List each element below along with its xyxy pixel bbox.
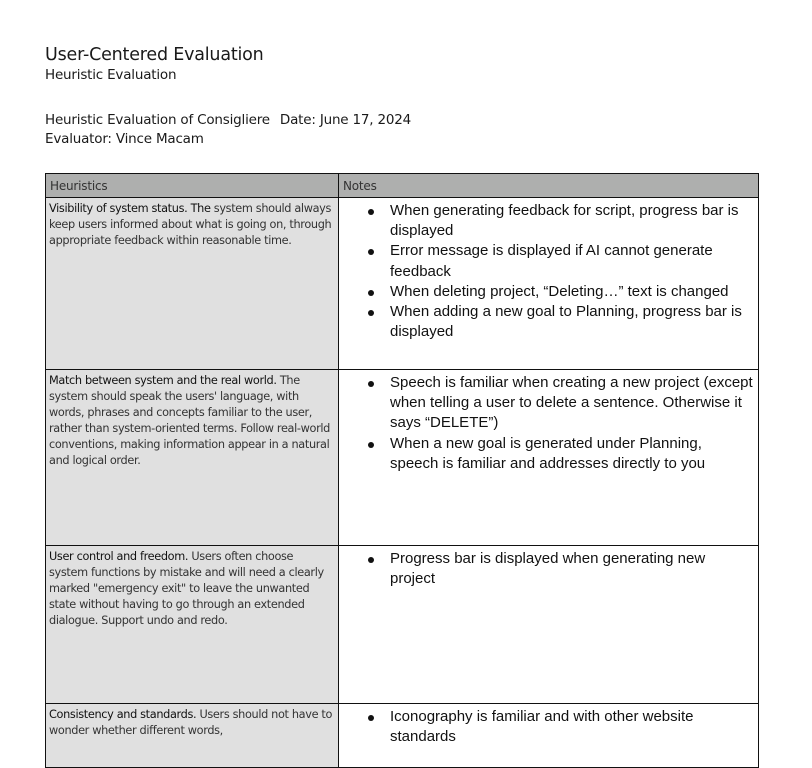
table-header-row	[46, 174, 759, 198]
heuristic-name: User control and freedom.	[49, 550, 189, 563]
evaluation-title-line	[45, 111, 760, 130]
column-header-notes: Notes	[339, 174, 759, 198]
evaluation-meta	[45, 111, 760, 149]
note-item: When a new goal is generated under Planning, speech is familiar and addresses directly to you	[390, 434, 754, 474]
notes-cell	[339, 704, 759, 768]
heuristic-cell	[46, 546, 339, 704]
heuristic-cell	[46, 704, 339, 768]
heuristics-table	[45, 173, 759, 768]
heuristic-name: Visibility of system status. The	[49, 202, 211, 215]
notes-cell	[339, 546, 759, 704]
heuristic-name: Consistency and standards.	[49, 708, 197, 721]
evaluator: Evaluator: Vince Macam	[45, 131, 204, 147]
document-title: User-Centered Evaluation	[45, 45, 264, 65]
heuristic-cell	[46, 198, 339, 370]
notes-list	[339, 373, 754, 474]
evaluation-date: Date: June 17, 2024	[279, 112, 412, 128]
table-row	[46, 546, 759, 704]
notes-list	[339, 549, 754, 589]
note-item: Progress bar is displayed when generating new project	[390, 549, 754, 589]
notes-list	[339, 201, 754, 342]
heuristic-description: The system should speak the users' language, with words, phrases and concepts familiar to the user, rather than system-oriented terms. Follow real-world conventions, making information appear in a natural and logical order.	[49, 374, 330, 467]
evaluation-title: Heuristic Evaluation of Consigliere	[45, 112, 270, 128]
notes-cell	[339, 370, 759, 546]
column-header-heuristics: Heuristics	[46, 174, 339, 198]
note-item: When deleting project, “Deleting…” text is changed	[390, 282, 754, 302]
heuristic-name: Match between system and the real world.	[49, 374, 277, 387]
notes-list	[339, 707, 754, 747]
document-subtitle: Heuristic Evaluation	[45, 67, 177, 83]
notes-cell	[339, 198, 759, 370]
heuristic-cell	[46, 370, 339, 546]
table-row	[46, 370, 759, 546]
heuristic-description: system should always keep users informed about what is going on, through appropriate feedback within reasonable time.	[49, 202, 332, 247]
table-row	[46, 198, 759, 370]
heuristic-description: Users should not have to wonder whether different words,	[49, 708, 333, 737]
note-item: Speech is familiar when creating a new project (except when telling a user to delete a sentence. Otherwise it says “DELETE”)	[390, 373, 754, 434]
note-item: Iconography is familiar and with other website standards	[390, 707, 754, 747]
document-header	[45, 44, 760, 149]
table-row	[46, 704, 759, 768]
heuristic-description: Users often choose system functions by mistake and will need a clearly marked "emergency exit" to leave the unwanted state without having to go through an extended dialogue. Support undo and redo.	[49, 550, 324, 627]
note-item: Error message is displayed if AI cannot generate feedback	[390, 241, 754, 281]
note-item: When generating feedback for script, progress bar is displayed	[390, 201, 754, 241]
note-item: When adding a new goal to Planning, progress bar is displayed	[390, 302, 754, 342]
